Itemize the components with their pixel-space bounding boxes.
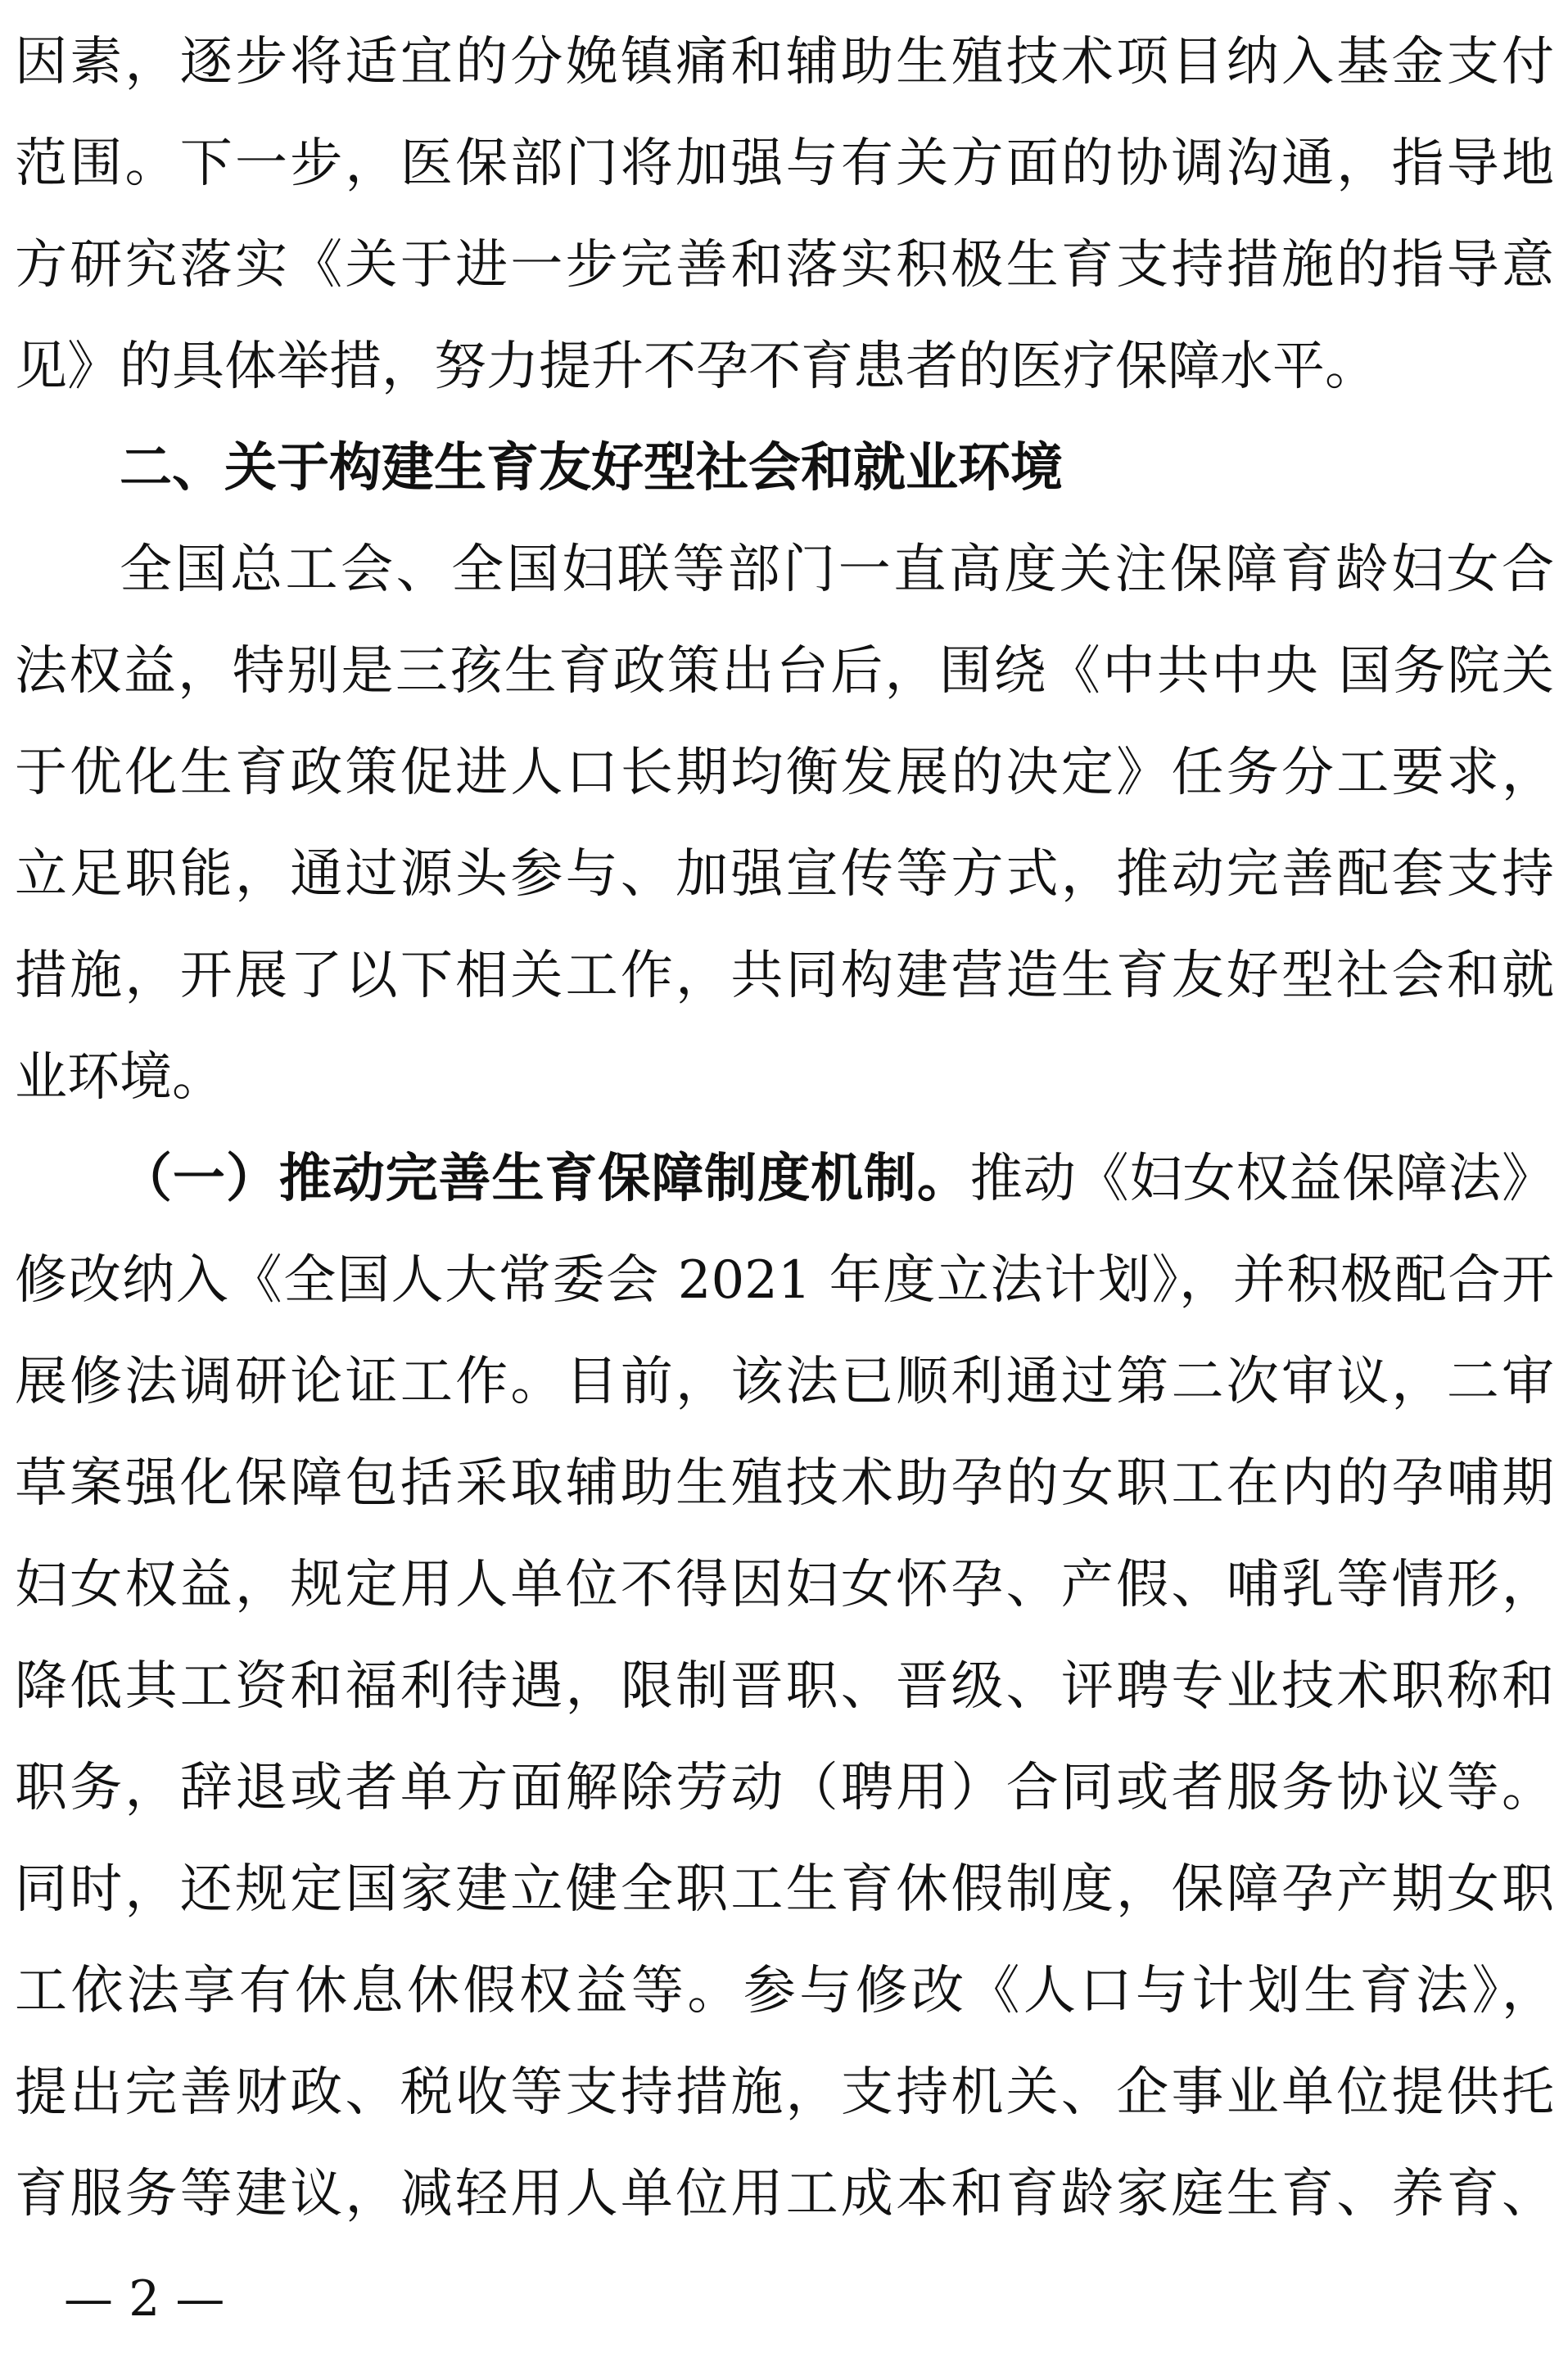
- text-line: 范围。下一步，医保部门将加强与有关方面的协调沟通，指导地: [15, 133, 1554, 194]
- text-line: 措施，开展了以下相关工作，共同构建营造生育友好型社会和就: [15, 946, 1554, 1006]
- text-line: 于优化生育政策促进人口长期均衡发展的决定》任务分工要求，: [15, 743, 1554, 803]
- text-line: 因素，逐步将适宜的分娩镇痛和辅助生殖技术项目纳入基金支付: [15, 32, 1554, 93]
- text-line: 业环境。: [15, 1047, 224, 1108]
- text-line: 工依法享有休息休假权益等。参与修改《人口与计划生育法》，: [15, 1961, 1554, 2021]
- subsection-rest: 推动《妇女权益保障法》: [969, 1149, 1555, 1209]
- subsection-lead: （一）推动完善生育保障制度机制。: [120, 1149, 970, 1209]
- paragraph-first-line: 全国总工会、全国妇联等部门一直高度关注保障育龄妇女合: [120, 540, 1554, 600]
- subsection-first-line: [15, 1128, 1554, 1230]
- text-line: 立足职能，通过源头参与、加强宣传等方式，推动完善配套支持: [15, 844, 1554, 905]
- body-text: [15, 11, 1554, 2245]
- text-line: 法权益，特别是三孩生育政策出台后，围绕《中共中央 国务院关: [15, 641, 1554, 702]
- text-line: 方研究落实《关于进一步完善和落实积极生育支持措施的指导意: [15, 235, 1554, 296]
- text-line: 降低其工资和福利待遇，限制晋职、晋级、评聘专业技术职称和: [15, 1656, 1554, 1717]
- text-line: 修改纳入《全国人大常委会 2021 年度立法计划》，并积极配合开: [15, 1250, 1554, 1311]
- text-line: 育服务等建议，减轻用人单位用工成本和育龄家庭生育、养育、: [15, 2164, 1554, 2224]
- page-number: — 2 —: [64, 2270, 225, 2328]
- text-line: 同时，还规定国家建立健全职工生育休假制度，保障孕产期女职: [15, 1859, 1554, 1920]
- text-line: 见》的具体举措，努力提升不孕不育患者的医疗保障水平。: [15, 336, 1377, 397]
- text-line: 职务，辞退或者单方面解除劳动（聘用）合同或者服务协议等。: [15, 1758, 1554, 1818]
- section-heading: 二、关于构建生育友好型社会和就业环境: [120, 438, 1063, 499]
- text-line: 妇女权益，规定用人单位不得因妇女怀孕、产假、哺乳等情形，: [15, 1555, 1554, 1615]
- text-line: 草案强化保障包括采取辅助生殖技术助孕的女职工在内的孕哺期: [15, 1453, 1554, 1514]
- text-line: 提出完善财政、税收等支持措施，支持机关、企事业单位提供托: [15, 2062, 1554, 2123]
- text-line: 展修法调研论证工作。目前，该法已顺利通过第二次审议，二审: [15, 1352, 1554, 1412]
